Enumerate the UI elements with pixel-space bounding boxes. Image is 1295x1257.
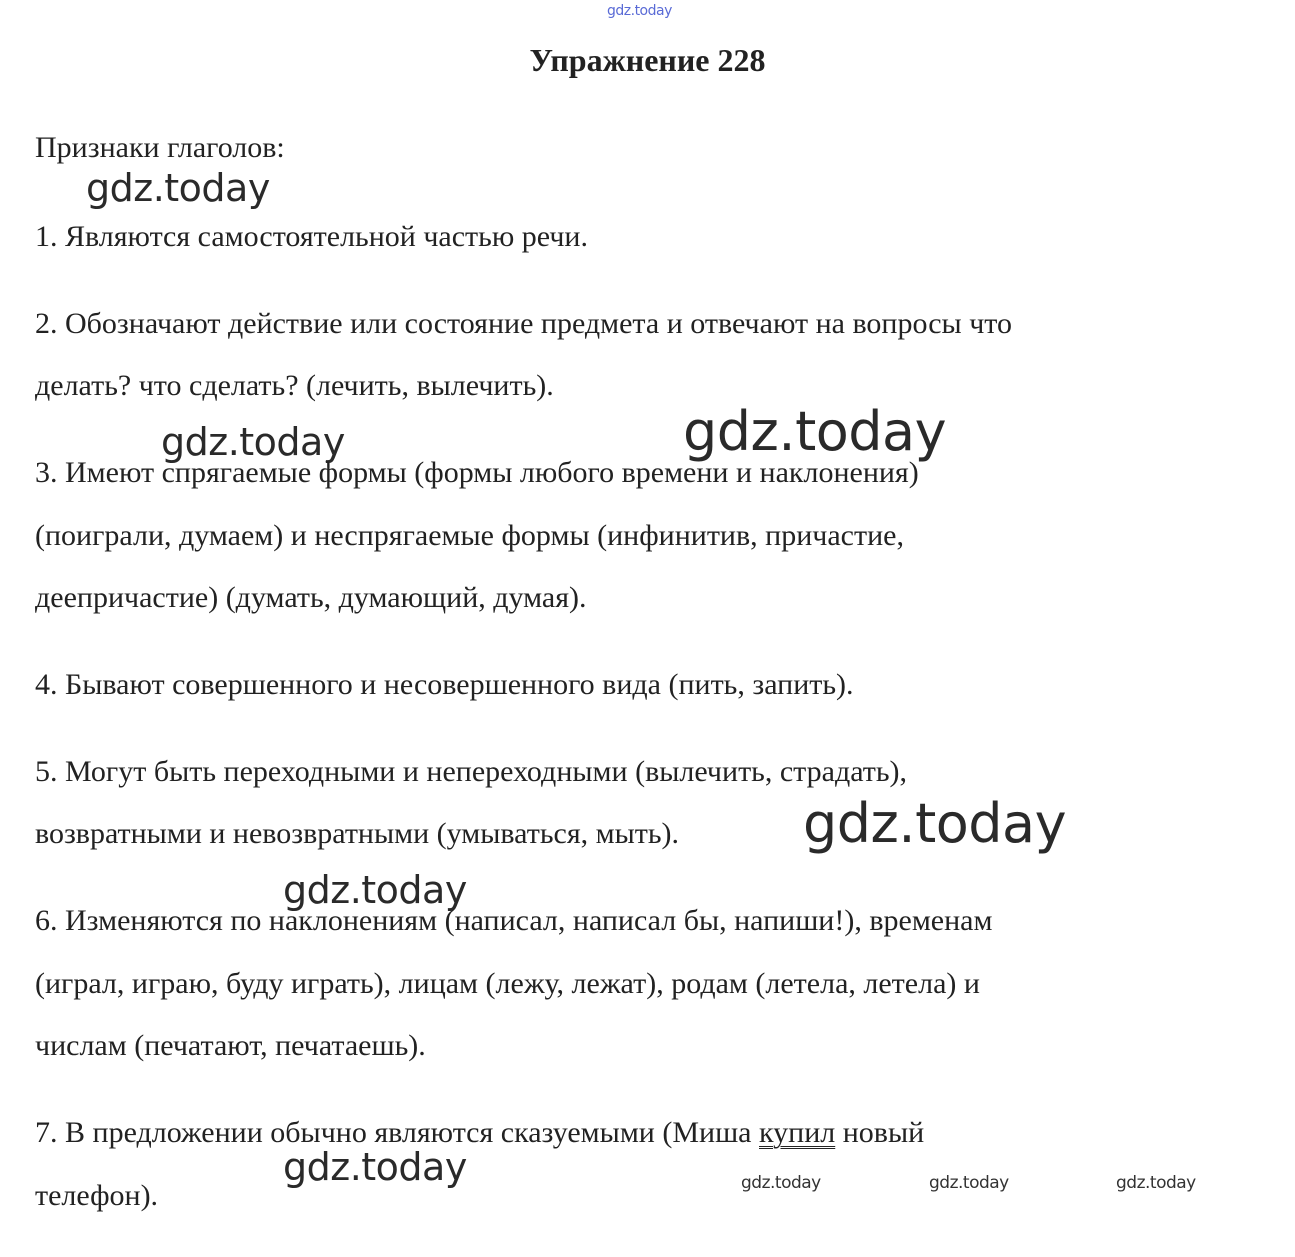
item-6-line-3: числам (печатают, печатаешь). [35, 1029, 426, 1062]
item-2-line-1: 2. Обозначают действие или состояние предмета и отвечают на вопросы что [35, 307, 1012, 340]
watermark-small: gdz.today [741, 1173, 821, 1193]
watermark-small: gdz.today [929, 1173, 1009, 1193]
item-7-line-1 [35, 1118, 924, 1148]
item-7-text: 7. В предложении обычно являются сказуемыми (Миша [35, 1116, 759, 1149]
item-3-line-2: (поиграли, думаем) и неспрягаемые формы (инфинитив, причастие, [35, 519, 904, 552]
watermark-small: gdz.today [1116, 1173, 1196, 1193]
item-5-line-2: возвратными и невозвратными (умываться, мыть). [35, 817, 680, 850]
watermark: gdz.today [283, 868, 467, 912]
exercise-title: Упражнение 228 [529, 42, 766, 78]
item-4: 4. Бывают совершенного и несовершенного вида (пить, запить). [35, 668, 854, 701]
intro-text: Признаки глаголов: [35, 131, 285, 164]
watermark-top: gdz.today [607, 3, 672, 19]
watermark: gdz.today [86, 166, 270, 210]
item-7-text-end: новый [835, 1116, 925, 1149]
watermark: gdz.today [283, 1145, 467, 1189]
item-2-line-2: делать? что сделать? (лечить, вылечить). [35, 369, 554, 402]
item-6-line-1: 6. Изменяются по наклонениям (написал, написал бы, напиши!), временам [35, 904, 993, 937]
item-6-line-2: (играл, играю, буду играть), лицам (лежу, лежат), родам (летела, летела) и [35, 967, 980, 1000]
item-1: 1. Являются самостоятельной частью речи. [35, 220, 588, 253]
predicate-example: купил [759, 1116, 836, 1149]
item-7-line-2: телефон). [35, 1179, 159, 1212]
item-3-line-1: 3. Имеют спрягаемые формы (формы любого времени и наклонения) [35, 456, 919, 489]
watermark: gdz.today [803, 792, 1067, 855]
watermark: gdz.today [161, 420, 345, 464]
item-3-line-3: деепричастие) (думать, думающий, думая). [35, 581, 587, 614]
item-5-line-1: 5. Могут быть переходными и непереходными (вылечить, страдать), [35, 755, 908, 788]
watermark: gdz.today [683, 400, 947, 463]
